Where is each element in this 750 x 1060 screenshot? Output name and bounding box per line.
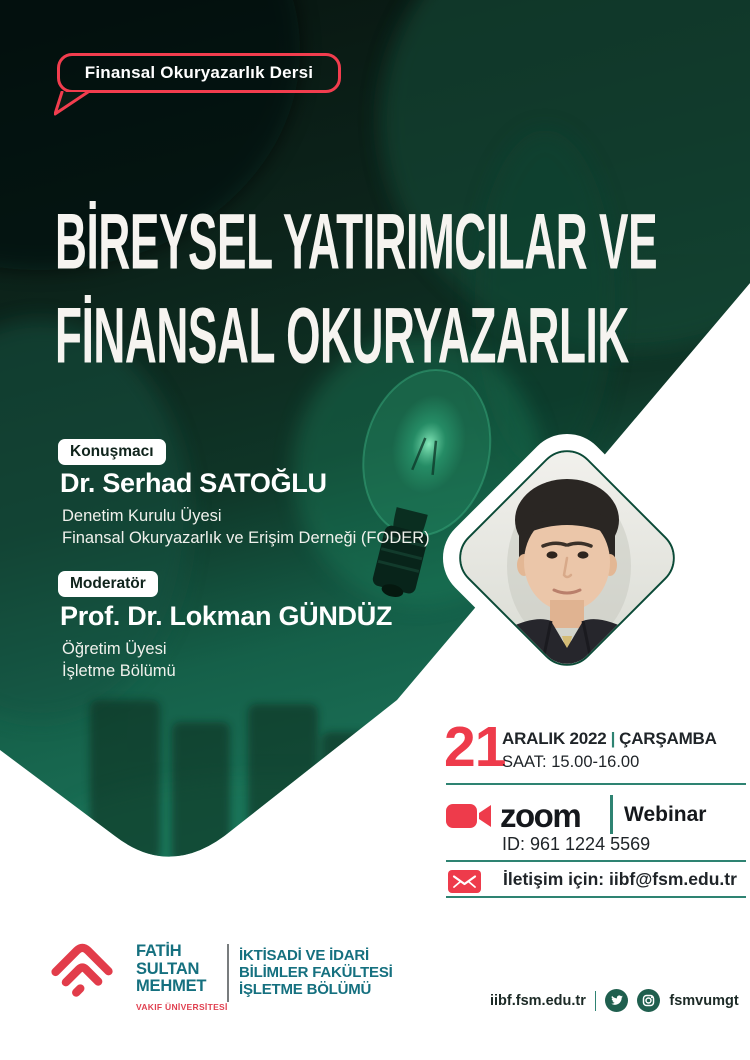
topic-badge (57, 53, 341, 93)
event-day: 21 (444, 715, 506, 779)
moderator-section-badge (58, 571, 158, 597)
zoom-webinar-separator (610, 795, 613, 834)
university-name-line2: SULTAN (136, 959, 200, 978)
faculty-line2: BİLİMLER FAKÜLTESİ (239, 964, 393, 981)
faculty-line1: İKTİSADİ VE İDARİ (239, 947, 369, 964)
moderator-section-label: Moderatör (58, 571, 158, 597)
footer-website[interactable]: iibf.fsm.edu.tr (490, 992, 586, 1009)
fsm-university-logo-icon (48, 938, 114, 1010)
event-date-line (502, 729, 717, 749)
university-name-line1: FATİH (136, 942, 182, 960)
video-camera-icon (446, 801, 494, 831)
speaker-role-1: Denetim Kurulu Üyesi (62, 507, 222, 525)
speaker-section-badge (58, 439, 166, 465)
envelope-icon (448, 870, 481, 893)
event-time: SAAT: 15.00-16.00 (502, 753, 640, 771)
topic-badge-label: Finansal Okuryazarlık Dersi (84, 63, 314, 82)
university-name-line3: MEHMET (136, 977, 207, 995)
webinar-type-label: Webinar (624, 803, 707, 826)
page-title-line2: FİNANSAL OKURYAZARLIK (55, 292, 629, 381)
footer-social-handle: fsmvumgt (669, 992, 739, 1009)
divider-rule-2 (446, 860, 746, 862)
divider-rule-3 (446, 896, 746, 898)
moderator-role-2: İşletme Bölümü (62, 662, 176, 680)
page-title-line1: BİREYSEL YATIRIMCILAR VE (55, 198, 658, 287)
faculty-line3: İŞLETME BÖLÜMÜ (239, 981, 372, 998)
speaker-section-label: Konuşmacı (58, 439, 166, 465)
zoom-brand-wordmark: zoom (500, 797, 581, 834)
event-month-year: ARALIK 2022 (502, 729, 607, 748)
footer-links-row (490, 989, 746, 1012)
university-name-block (136, 943, 228, 1016)
twitter-icon[interactable] (605, 989, 628, 1012)
moderator-role-1: Öğretim Üyesi (62, 640, 167, 658)
footer-divider (227, 944, 229, 1002)
contact-email-text[interactable]: İletişim için: iibf@fsm.edu.tr (503, 869, 737, 889)
university-subtitle: VAKIF ÜNİVERSİTESİ (136, 1001, 228, 1012)
instagram-icon[interactable] (637, 989, 660, 1012)
divider-rule-1 (446, 783, 746, 785)
speaker-role-2: Finansal Okuryazarlık ve Erişim Derneği (FODER) (62, 529, 430, 547)
faculty-name-block (239, 947, 393, 998)
speaker-name: Dr. Serhad SATOĞLU (60, 468, 327, 498)
date-separator: | (610, 729, 616, 748)
webinar-meeting-id: ID: 961 1224 5569 (502, 834, 651, 854)
speech-bubble-tail-icon (54, 91, 94, 117)
event-weekday: ÇARŞAMBA (619, 729, 717, 748)
footer-social-separator (595, 991, 597, 1011)
moderator-name: Prof. Dr. Lokman GÜNDÜZ (60, 601, 393, 631)
